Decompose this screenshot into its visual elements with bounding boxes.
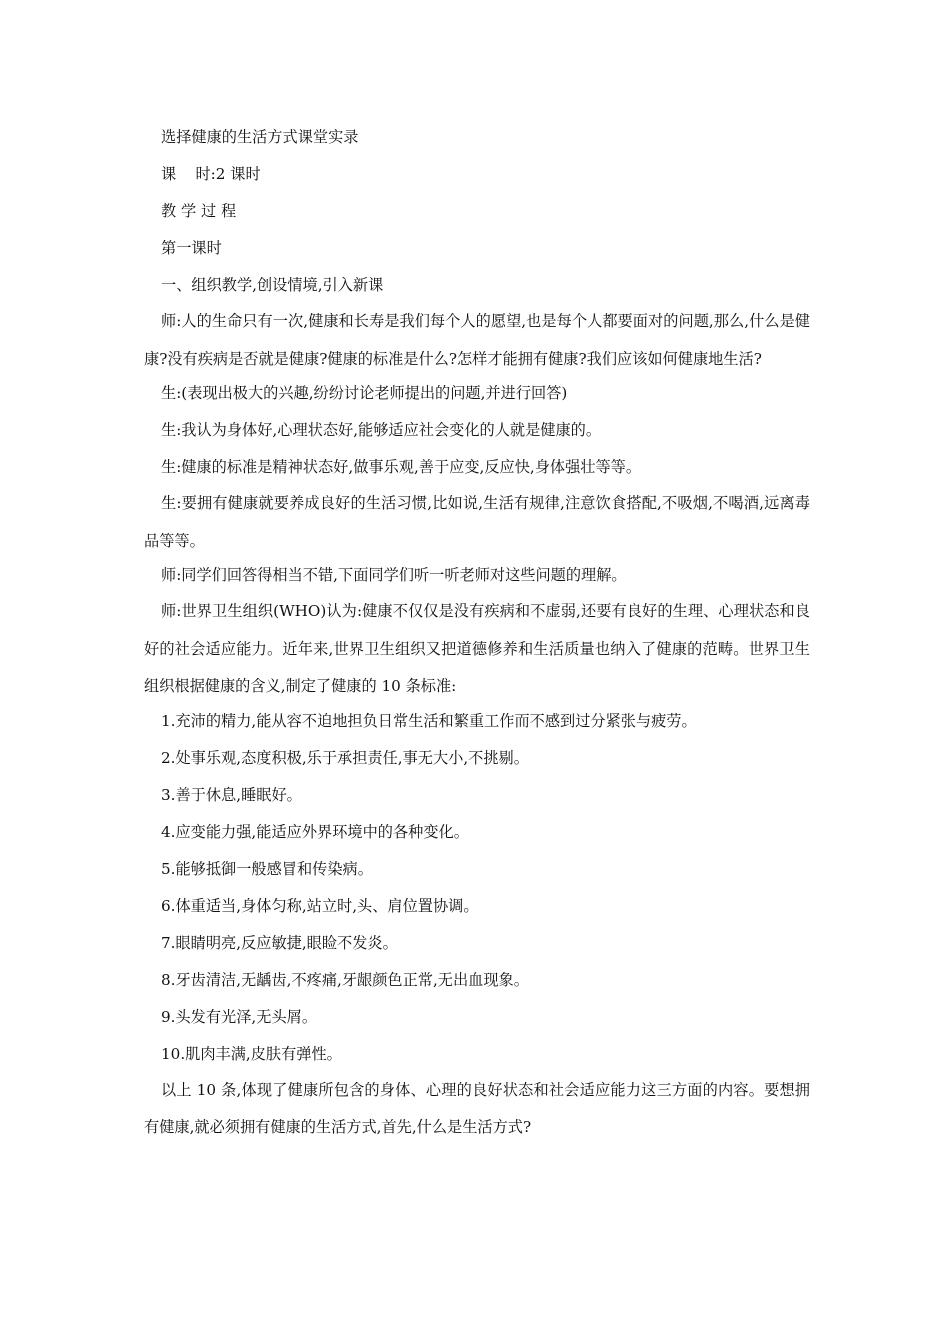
standard-item: 5.能够抵御一般感冒和传染病。 bbox=[161, 859, 373, 878]
student-paragraph: 生:我认为身体好,心理状态好,能够适应社会变化的人就是健康的。 bbox=[161, 421, 602, 439]
standard-item: 10.肌肉丰满,皮肤有弹性。 bbox=[161, 1044, 342, 1063]
section-heading: 一、组织教学,创设情境,引入新课 bbox=[161, 276, 384, 294]
standard-item: 8.牙齿清洁,无龋齿,不疼痛,牙龈颜色正常,无出血现象。 bbox=[161, 970, 529, 989]
student-paragraph: 生:要拥有健康就要养成良好的生活习惯,比如说,生活有规律,注意饮食搭配,不吸烟,不喝酒,远离毒品等等。 bbox=[144, 494, 810, 550]
document-body bbox=[144, 123, 810, 1148]
teacher-paragraph: 师:人的生命只有一次,健康和长寿是我们每个人的愿望,也是每个人都要面对的问题,那么,什么是健康?没有疾病是否就是健康?健康的标准是什么?怎样才能拥有健康?我们应该如何健康地生活? bbox=[144, 312, 810, 368]
document-title: 选择健康的生活方式课堂实录 bbox=[161, 128, 359, 146]
standard-item: 1.充沛的精力,能从容不迫地担负日常生活和繁重工作而不感到过分紧张与疲劳。 bbox=[161, 711, 697, 730]
standard-item: 4.应变能力强,能适应外界环境中的各种变化。 bbox=[161, 822, 469, 841]
standard-item: 2.处事乐观,态度积极,乐于承担责任,事无大小,不挑剔。 bbox=[161, 748, 529, 767]
standard-item: 6.体重适当,身体匀称,站立时,头、肩位置协调。 bbox=[161, 896, 479, 915]
first-lesson-heading: 第一课时 bbox=[161, 239, 222, 257]
teacher-paragraph: 师:世界卫生组织(WHO)认为:健康不仅仅是没有疾病和不虚弱,还要有良好的生理、心理状态和良好的社会适应能力。近年来,世界卫生组织又把道德修养和生活质量也纳入了健康的范畴。世界卫生组织根据健康的含义,制定了健康的 10 条标准: bbox=[144, 602, 810, 695]
teacher-paragraph: 师:同学们回答得相当不错,下面同学们听一听老师对这些问题的理解。 bbox=[161, 566, 627, 584]
student-paragraph: 生:(表现出极大的兴趣,纷纷讨论老师提出的问题,并进行回答) bbox=[161, 384, 568, 402]
student-paragraph: 生:健康的标准是精神状态好,做事乐观,善于应变,反应快,身体强壮等等。 bbox=[161, 458, 642, 476]
class-hours: 课 时:2 课时 bbox=[161, 165, 261, 183]
standard-item: 3.善于休息,睡眠好。 bbox=[161, 785, 302, 804]
standard-item: 9.头发有光泽,无头屑。 bbox=[161, 1007, 318, 1026]
summary-paragraph: 以上 10 条,体现了健康所包含的身体、心理的良好状态和社会适应能力这三方面的内容。要想拥有健康,就必须拥有健康的生活方式,首先,什么是生活方式? bbox=[144, 1080, 810, 1136]
process-heading: 教 学 过 程 bbox=[161, 202, 237, 220]
standard-item: 7.眼睛明亮,反应敏捷,眼睑不发炎。 bbox=[161, 933, 398, 952]
